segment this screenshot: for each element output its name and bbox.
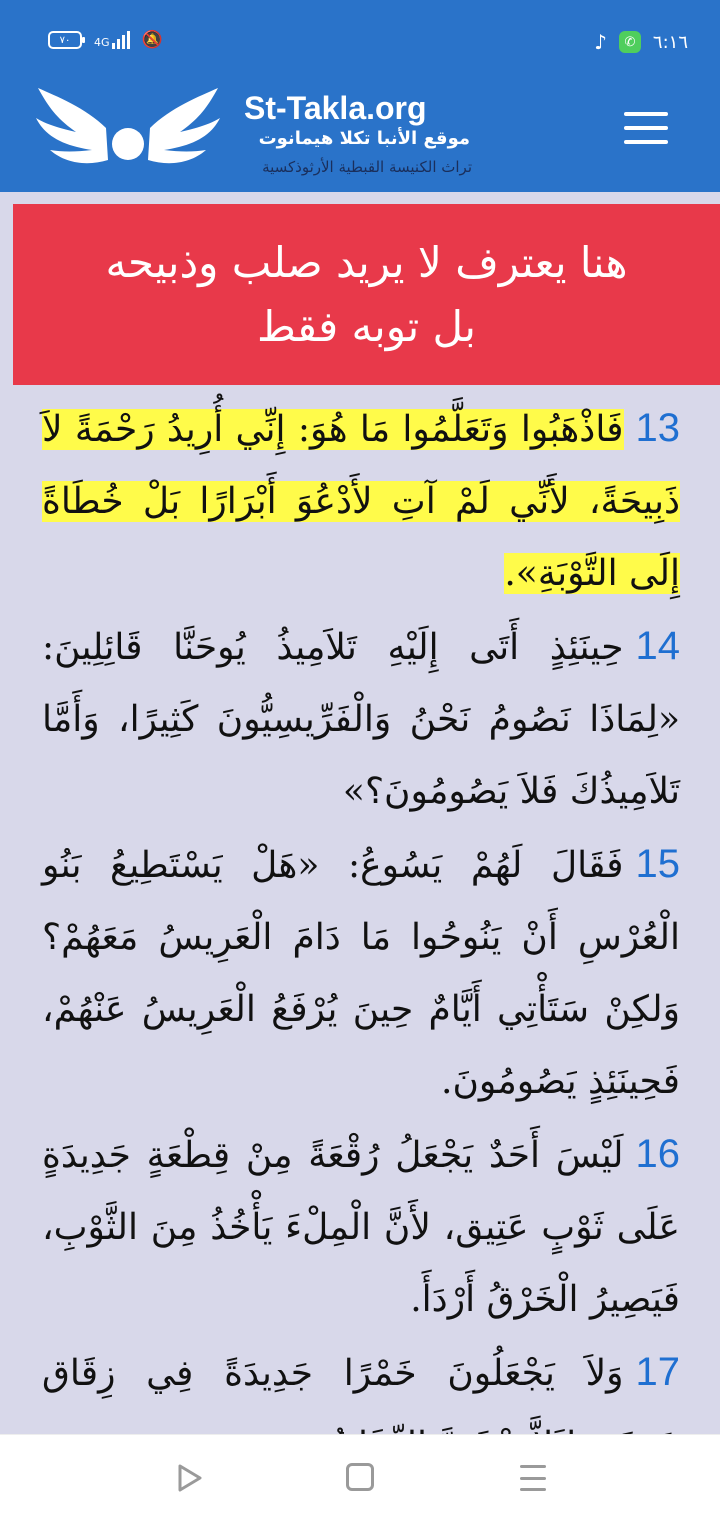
banner-text: هنا يعترف لا يريد صلب وذبيحه بل توبه فقط <box>105 237 628 351</box>
menu-bar-icon <box>624 140 668 144</box>
mute-notification-icon: 🔕 <box>141 30 163 50</box>
verse-text: لَيْسَ أَحَدٌ يَجْعَلُ رُقْعَةً مِنْ قِطْعَةٍ جَدِيدَةٍ عَلَى ثَوْبٍ عَتِيق، لأَنَّ الْمِلْءَ يَأْخُذُ مِنَ الثَّوْبِ، فَيَصِيرُ الْخَرْقُ أَرْدَأَ. <box>42 1135 680 1320</box>
content-area <box>0 192 720 1434</box>
verse-text-highlighted: فَاذْهَبُوا وَتَعَلَّمُوا مَا هُوَ: إِنِّي أُرِيدُ رَحْمَةً لاَ ذَبِيحَةً، لأَنِّي لَمْ آتِ لأَدْعُوَ أَبْرَارًا بَلْ خُطَاةً إِلَى التَّوْبَةِ». <box>42 409 680 594</box>
st-takla-logo-icon[interactable] <box>36 88 220 192</box>
home-square-icon[interactable] <box>346 1463 374 1491</box>
site-header <box>0 88 720 192</box>
back-triangle-icon[interactable] <box>174 1463 204 1493</box>
verse-text: فَقَالَ لَهُمْ يَسُوعُ: «هَلْ يَسْتَطِيعُ بَنُو الْعُرْسِ أَنْ يَنُوحُوا مَا دَامَ الْعَرِيسُ مَعَهُمْ؟ وَلكِنْ سَتَأْتِي أَيَّامٌ حِينَ يُرْفَعُ الْعَرِيسُ عَنْهُمْ، فَحِينَئِذٍ يَصُومُونَ. <box>42 845 680 1102</box>
site-tagline: تراث الكنيسة القبطية الأرثوذكسية <box>262 158 472 176</box>
music-note-icon: ♪ <box>594 30 607 54</box>
system-navigation-bar <box>0 1434 720 1520</box>
verse-number: 16 <box>635 1132 680 1176</box>
network-type: 4G <box>94 36 110 49</box>
verse-number: 15 <box>635 842 680 886</box>
menu-bar-icon <box>624 112 668 116</box>
verse-15[interactable] <box>42 828 680 1118</box>
hamburger-menu-button[interactable] <box>624 112 668 144</box>
signal-icon <box>94 31 130 49</box>
logo-text <box>244 88 484 192</box>
verse-number: 17 <box>635 1350 680 1394</box>
status-bar-right-group <box>594 30 688 54</box>
site-subtitle: موقع الأنبا تكلا هيمانوت <box>258 128 470 149</box>
status-bar-left-group <box>48 30 163 50</box>
recent-apps-icon[interactable] <box>520 1465 546 1491</box>
site-title[interactable]: St-Takla.org <box>244 90 427 126</box>
whatsapp-call-icon: ✆ <box>619 31 641 53</box>
verse-13[interactable] <box>42 392 680 610</box>
verse-text: وَلاَ يَجْعَلُونَ خَمْرًا جَدِيدَةً فِي زِقَاق <box>42 1353 624 1394</box>
verse-number: 14 <box>635 624 680 668</box>
status-bar <box>0 0 720 88</box>
verse-text: حِينَئِذٍ أَتَى إِلَيْهِ تَلاَمِيذُ يُوحَنَّا قَائِلِينَ: «لِمَاذَا نَصُومُ نَحْنُ وَالْفَرِّيسِيُّونَ كَثِيرًا، وَأَمَّا تَلاَمِيذُكَ فَلاَ يَصُومُونَ؟» <box>42 627 680 812</box>
verse-list <box>42 392 680 1482</box>
red-comment-banner <box>13 204 720 385</box>
menu-bar-icon <box>624 126 668 130</box>
verse-number: 13 <box>635 406 680 450</box>
verse-14[interactable] <box>42 610 680 828</box>
clock: ٦:١٦ <box>652 31 688 53</box>
verse-16[interactable] <box>42 1118 680 1336</box>
battery-icon: ٧٠ <box>48 31 82 49</box>
